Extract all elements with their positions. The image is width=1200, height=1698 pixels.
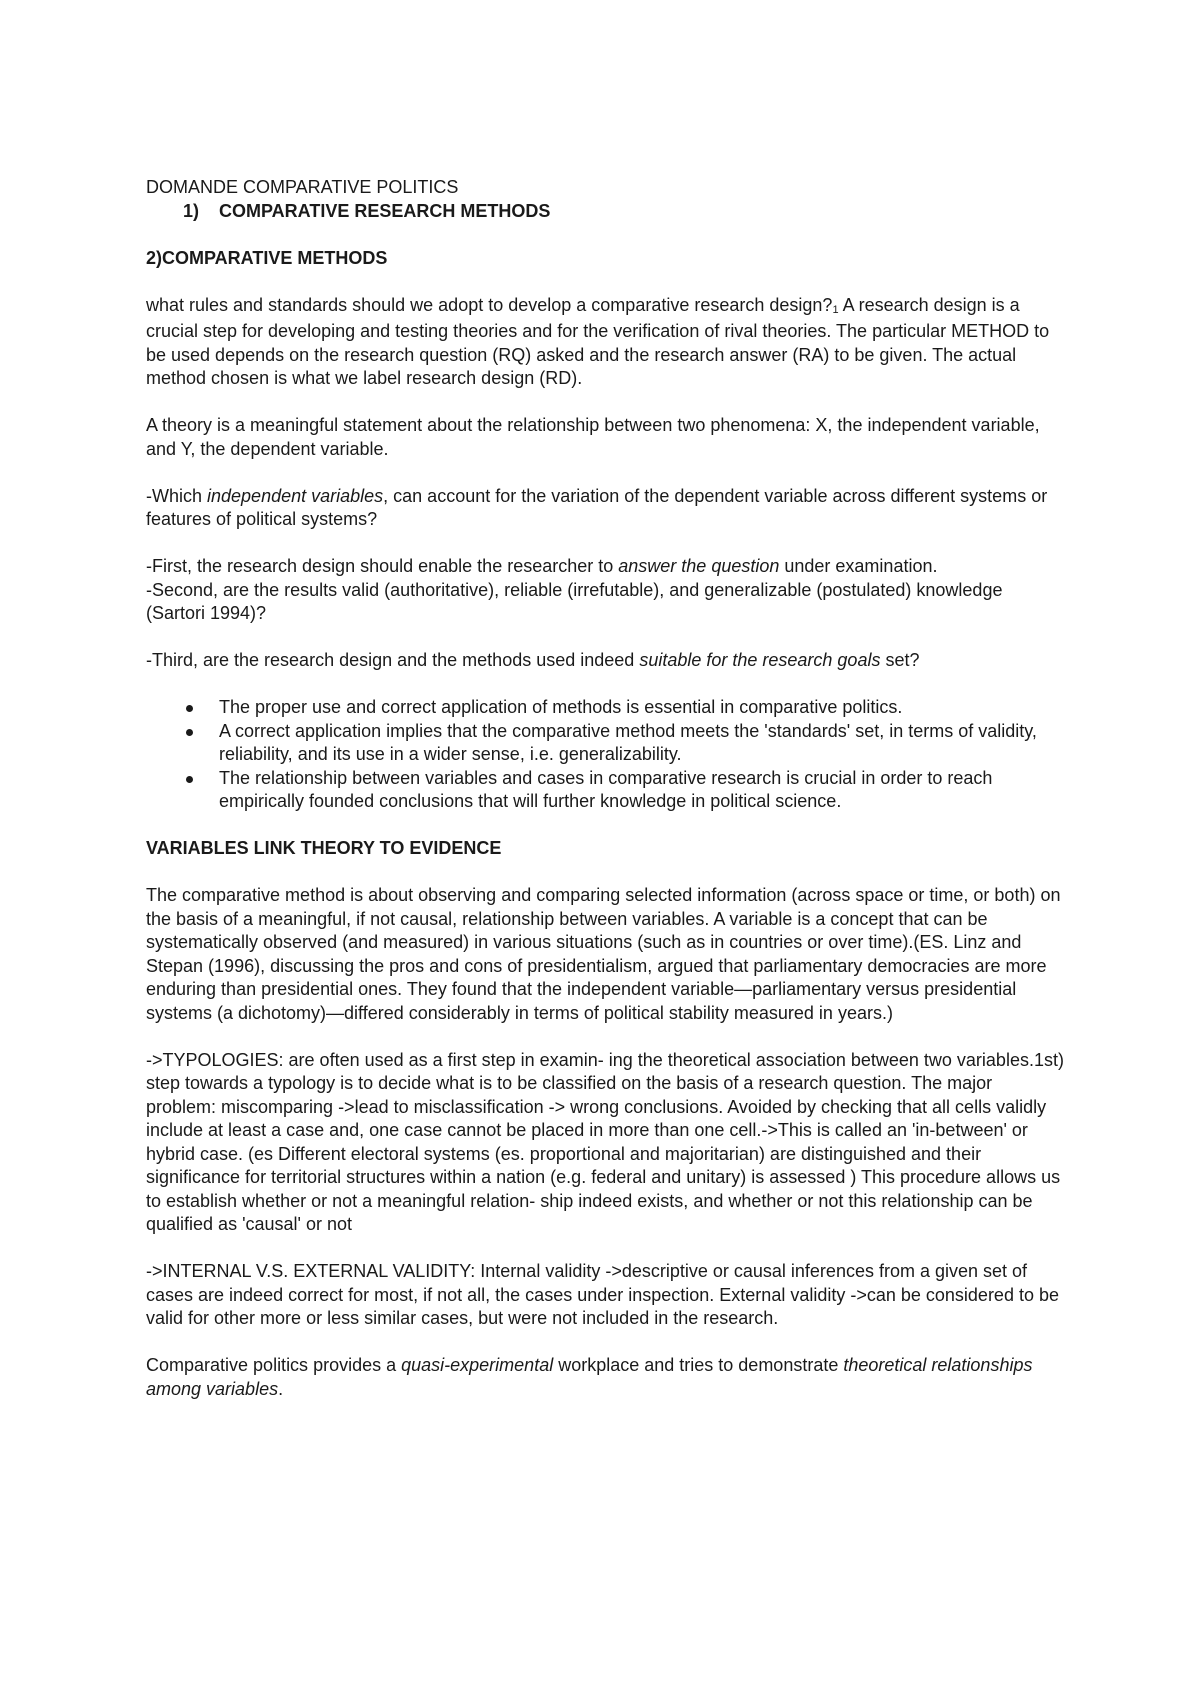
list-item — [146, 767, 1066, 814]
heading-variables-link-theory: VARIABLES LINK THEORY TO EVIDENCE — [146, 838, 502, 858]
heading-comparative-methods: 2)COMPARATIVE METHODS — [146, 247, 388, 268]
which-emphasis: independent variables — [207, 485, 384, 506]
heading-number: 1) — [183, 200, 200, 221]
third-text-post: set? — [880, 650, 920, 670]
first-text-pre: -First, the research design should enable the researcher to — [146, 556, 619, 576]
list-item — [146, 696, 1066, 720]
closing-text-post: . — [278, 1378, 284, 1399]
third-text-pre: -Third, are the research design and the methods used indeed — [146, 650, 640, 670]
bullet-icon — [186, 776, 193, 783]
theory-paragraph: A theory is a meaningful statement about the relationship between two phenomena: X, the independent variable, and Y, the dependent variable. — [146, 415, 1040, 459]
footnote-marker: 1 — [832, 303, 839, 316]
intro-text-1: what rules and standards should we adopt to develop a comparative research design? — [146, 294, 833, 315]
closing-text-pre: Comparative politics provides a — [146, 1355, 402, 1375]
which-text-pre: -Which — [146, 485, 208, 506]
list-item-text: The relationship between variables and cases in comparative research is crucial in order to reach empirically founded conclusions that will further knowledge in political science. — [219, 767, 993, 811]
intro-paragraph — [146, 294, 1066, 391]
which-paragraph — [146, 485, 1066, 532]
typologies-paragraph: ->TYPOLOGIES: are often used as a first step in examin- ing the theoretical association between two variables.1st) step towards a typology is to decide what is to be classified on the basis of a research question. The major problem: miscomparing ->lead to misclassification -> wrong conclusions. Avoided by checking that all cells validly include at least a case and, one case cannot be placed in more than one cell.->This is called an 'in-between' or hybrid case. (es Different electoral systems (es. proportional and majoritarian) are distinguished and their significance for territorial structures within a nation (e.g. federal and unitary) is assessed ) This procedure allows us to establish whether or not a meaningful relation- ship indeed exists, and whether or not this relationship can be qualified as 'causal' or not — [146, 1049, 1064, 1234]
validity-paragraph: ->INTERNAL V.S. EXTERNAL VALIDITY: Internal validity ->descriptive or causal inferences from a given set of cases are indeed correct for most, if not all, the cases under inspection. External validity ->can be considered to be valid for other more or less similar cases, but were not included in the research. — [146, 1261, 1059, 1328]
first-paragraph — [146, 555, 1066, 579]
closing-emphasis-1: quasi-experimental — [401, 1355, 554, 1375]
list-item-text: A correct application implies that the comparative method meets the 'standards' set, in terms of validity, reliability, and its use in a wider sense, i.e. generalizability. — [219, 720, 1037, 764]
comparative-method-paragraph: The comparative method is about observing and comparing selected information (across space or time, or both) on the basis of a meaningful, if not causal, relationship between variables. A variable is a concept that can be systematically observed (and measured) in various situations (such as in countries or over time).(ES. Linz and Stepan (1996), discussing the pros and cons of presidentialism, argued that parliamentary democracies are more enduring than presidential ones. They found that the independent variable—parliamentary versus presidential systems (a dichotomy)—differed considerably in terms of political stability measured in years.) — [146, 885, 1061, 1023]
list-item-text: The proper use and correct application of methods is essential in comparative politics. — [219, 697, 903, 717]
third-paragraph — [146, 649, 1066, 673]
first-text-post: under examination. — [779, 556, 938, 576]
second-paragraph: -Second, are the results valid (authoritative), reliable (irrefutable), and generalizable (postulated) knowledge (Sartori 1994)? — [146, 579, 1003, 623]
bullet-icon — [186, 705, 193, 712]
list-item — [146, 720, 1066, 767]
first-emphasis: answer the question — [618, 556, 780, 576]
closing-emphasis-2: theoretical relationships among variables — [146, 1355, 1033, 1399]
document-page — [146, 176, 1066, 1401]
intro-text-2: A research design is a crucial step for developing and testing theories and for the verification of rival theories. The particular METHOD to be used depends on the research question (RQ) asked and the research answer (RA) to be given. The actual method chosen is what we label research design (RD). — [146, 294, 1050, 388]
closing-paragraph — [146, 1354, 1066, 1401]
heading-comparative-research-methods — [146, 200, 1066, 224]
bullet-icon — [186, 729, 193, 736]
which-text-post: , can account for the variation of the dependent variable across different systems or features of political systems? — [146, 485, 1048, 529]
document-title: DOMANDE COMPARATIVE POLITICS — [146, 177, 459, 197]
third-emphasis: suitable for the research goals — [639, 650, 881, 670]
bullet-list — [146, 696, 1066, 814]
heading-text: COMPARATIVE RESEARCH METHODS — [219, 200, 551, 221]
closing-text-mid: workplace and tries to demonstrate — [553, 1355, 844, 1375]
